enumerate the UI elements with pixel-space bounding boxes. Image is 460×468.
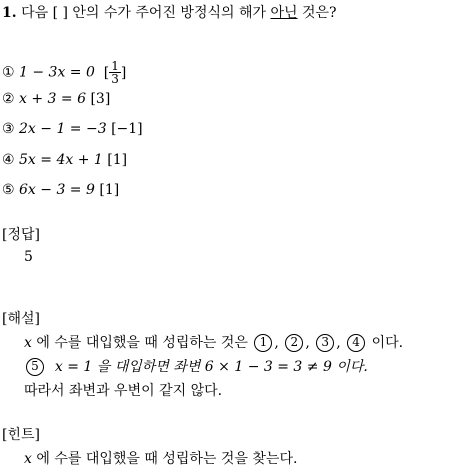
option-bracket: [1] (107, 152, 128, 168)
option-expression: 2x − 1 = −3 (19, 121, 107, 137)
variable-x: x (24, 451, 32, 467)
option-marker: ⑤ (2, 182, 15, 198)
hint-label: [힌트] (2, 427, 40, 443)
option-bracket: [−1] (111, 121, 143, 137)
variable-x: x (24, 335, 32, 351)
option-3[interactable] (2, 120, 143, 138)
circled-number: 2 (285, 334, 303, 352)
answer-label: [정답] (2, 227, 40, 243)
question-number: 1. (2, 5, 17, 21)
question-text-before: 다음 [ ] 안의 수가 주어진 방정식의 해가 (21, 5, 271, 21)
option-5[interactable] (2, 181, 119, 199)
explanation-line-1-end: 이다. (367, 335, 404, 351)
option-bracket: [ $\frac{1}{3}$ ] (99, 59, 127, 86)
fraction-denominator: 3 (111, 72, 119, 86)
explanation-line-3: 따라서 좌변과 우변이 같지 않다. (24, 383, 223, 399)
option-marker: ③ (2, 121, 15, 137)
option-marker: ② (2, 91, 15, 107)
hint-line (24, 450, 297, 468)
explanation-line-1: x 에 수를 대입했을 때 성립하는 것은 1 , 2 , 3 , 4 이다. (24, 335, 404, 351)
circled-number: 3 (316, 334, 334, 352)
option-expression: x + 3 = 6 (19, 91, 86, 107)
explanation-line-1-text: 에 수를 대입했을 때 성립하는 것은 (31, 335, 253, 351)
circled-number: 1 (254, 334, 272, 352)
explanation-label: [해설] (2, 311, 40, 327)
answer-value: 5 (24, 249, 33, 265)
option-bracket: [3] (90, 91, 111, 107)
option-bracket: [1] (99, 182, 120, 198)
bracket-fraction (109, 60, 121, 85)
question-text-underlined: 아닌 (270, 5, 298, 21)
option-2[interactable] (2, 90, 110, 108)
option-expression: 1 − 3x = 0 (19, 64, 95, 81)
hint-text: 에 수를 대입했을 때 성립하는 것을 찾는다. (31, 451, 298, 467)
circled-number: 4 (347, 334, 365, 352)
option-expression: 6x − 3 = 9 (19, 182, 95, 198)
option-expression: 5x = 4x + 1 (19, 152, 103, 168)
explanation-line-2-text: x = 1 을 대입하면 좌변 6 × 1 − 3 = 3 ≠ 9 이다. (54, 359, 368, 375)
option-4[interactable] (2, 151, 127, 169)
question-text-after: 것은? (297, 5, 337, 21)
fraction-numerator: 1 (111, 59, 119, 73)
option-marker: ① (2, 64, 15, 81)
option-1[interactable] (2, 60, 126, 85)
option-marker: ④ (2, 152, 15, 168)
explanation-line-2 (24, 358, 368, 376)
question-line (2, 4, 337, 22)
circled-number: 5 (26, 358, 44, 376)
